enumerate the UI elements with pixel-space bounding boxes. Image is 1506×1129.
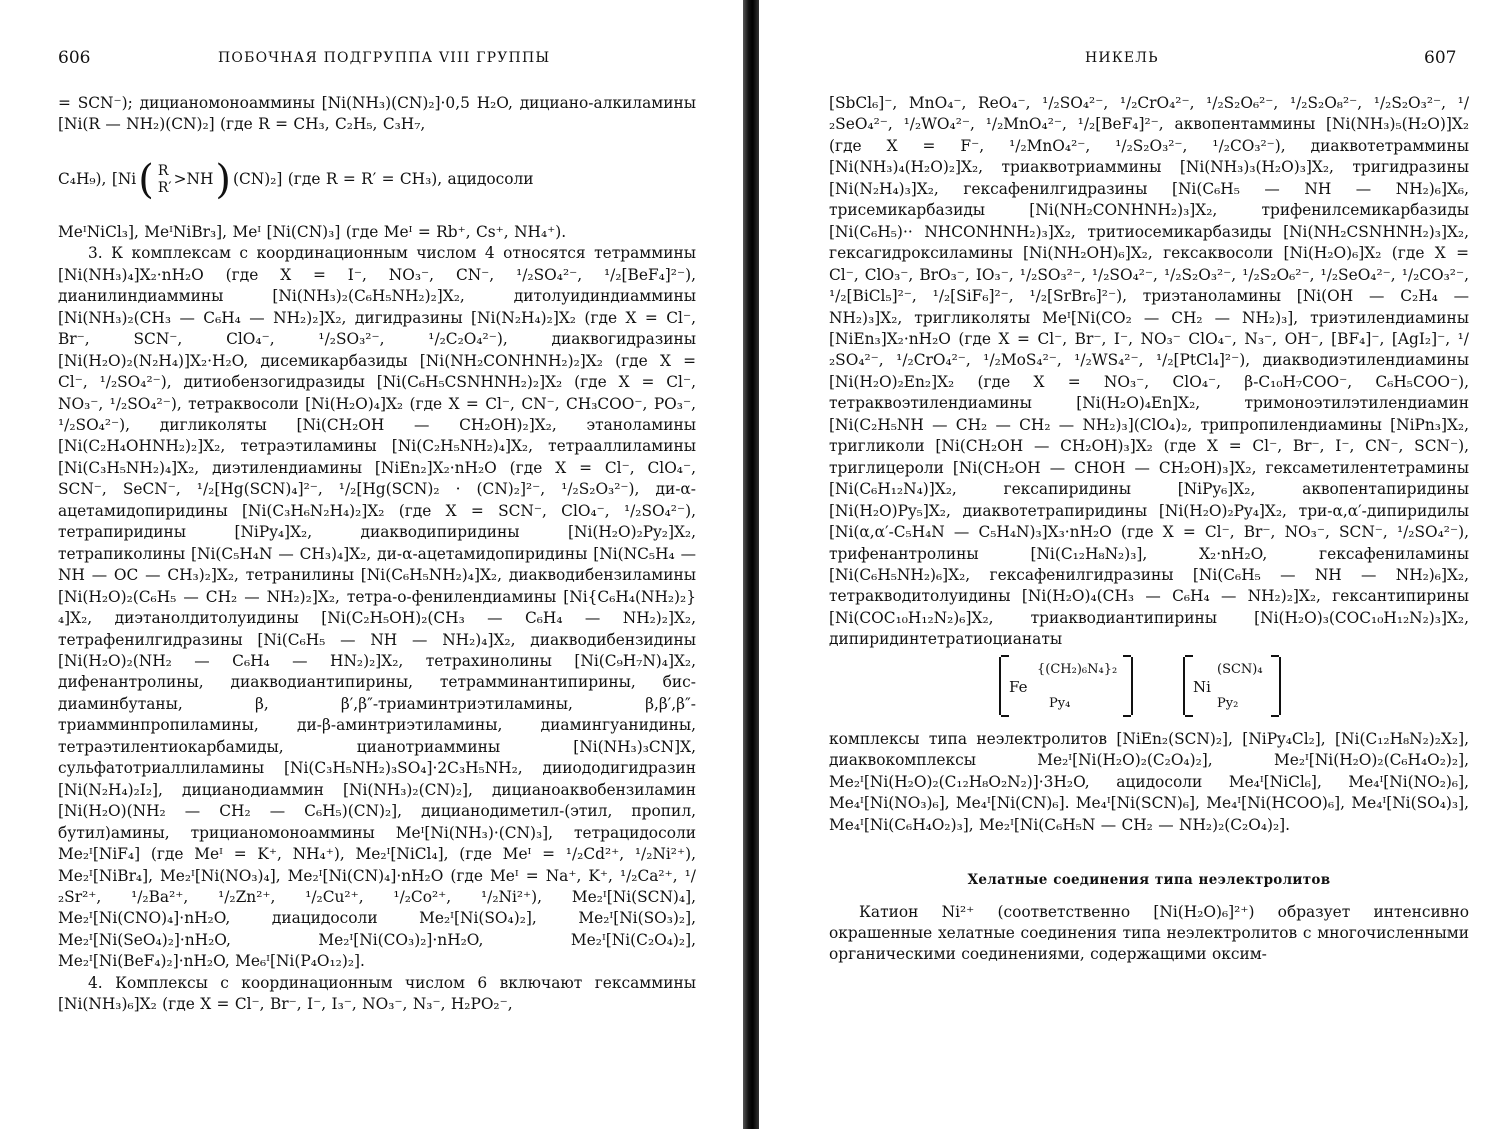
running-head: ПОБОЧНАЯ ПОДГРУППА VIII ГРУППЫ <box>218 50 551 66</box>
formula-left: C₄H₉), [Ni <box>58 170 137 189</box>
paragraph: MeᴵNiCl₃], MeᴵNiBr₃], Meᴵ [Ni(CN)₃] (где Meᴵ = Rb⁺, Cs⁺, NH₄⁺). <box>58 222 567 241</box>
formula-paren-open: ( <box>138 156 154 203</box>
body-text <box>829 93 1469 966</box>
paragraph: Катион Ni²⁺ (соответственно [Ni(H₂O)₆]²⁺) образует интенсивно окрашенные хелатные соединения типа неэлектролитов с многочисленными органическими соединениями, содержащими оксим- <box>829 902 1469 964</box>
running-head: НИКЕЛЬ <box>1085 50 1159 66</box>
right-page <box>760 0 1506 1129</box>
book-spine <box>743 0 759 1129</box>
complex-ligand-top: (SCN)₄ <box>1217 661 1263 677</box>
paragraph: 3. К комплексам с координационным числом 4 относятся тетраммины [Ni(NH₃)₄]X₂·nH₂O (где X = I⁻, NO₃⁻, CN⁻, ¹/₂SO₄²⁻, ¹/₂[BeF₄]²⁻), дианилиндиаммины [Ni(NH₃)₂(C₆H₅NH₂)₂]X₂, дитолуидиндиаммины [Ni(NH₃)₂(CH₃ — C₆H₄ — NH₂)₂]X₂, дигидразины [Ni(N₂H₄)₂]X₂ (где X = Cl⁻, Br⁻, SCN⁻, ClO₄⁻, ¹/₂SO₃²⁻, ¹/₂C₂O₄²⁻), диаквогидразины [Ni(H₂O)₂(N₂H₄)]X₂·H₂O, дисемикарбазиды [Ni(NH₂CONHNH₂)₂]X₂ (где X = Cl⁻, ¹/₂SO₄²⁻), дитиобензогидразиды [Ni(C₆H₅CSNHNH₂)₂]X₂ (где X = Cl⁻, NO₃⁻, ¹/₂SO₄²⁻), тетраквосоли [Ni(H₂O)₄]X₂ (где X = Cl⁻, CN⁻, CH₃COO⁻, PO₃⁻, ¹/₂SO₄²⁻), дигликоляты [Ni(CH₂OH — CH₂OH)₂]X₂, этаноламины [Ni(C₂H₄OHNH₂)₂]X₂, тетраэтиламины [Ni(C₂H₅NH₂)₄]X₂, тетрааллиламины [Ni(C₃H₅NH₂)₄]X₂, диэтилендиамины [NiEn₂]X₂·nH₂O (где X = Cl⁻, ClO₄⁻, SCN⁻, SeCN⁻, ¹/₂[Hg(SCN)₄]²⁻, ¹/₂[Hg(SCN)₂ · (CN)₂]²⁻, ¹/₂S₂O₃²⁻), ди-α-ацетамидопиридины [Ni(C₃H₆N₂H₄)₂]X₂ (где X = SCN⁻, ClO₄⁻, ¹/₂SO₄²⁻), тетрапиридины [NiPy₄]X₂, диакводипиридины [Ni(H₂O)₂Py₂]X₂, тетрапиколины [Ni(C₅H₄N — CH₃)₄]X₂, ди-α-ацетамидопиридины [Ni(NC₅H₄ — NH — OC — CH₃)₂]X₂, тетранилины [Ni(C₆H₅NH₂)₄]X₂, диакводибензиламины [Ni(H₂O)₂(C₆H₅ — CH₂ — NH₂)₂]X₂, тетра-о-фенилендиамины [Ni{C₆H₄(NH₂)₂}₄]X₂, диэтанолдитолуидины [Ni(C₂H₅OH)₂(CH₃ — C₆H₄ — NH₂)₂]X₂, тетрафенилгидразины [Ni(C₆H₅ — NH — NH₂)₄]X₂, диакводибензидины [Ni(H₂O)₂(NH₂ — C₆H₄ — HN₂)₂]X₂, тетрахинолины [Ni(C₉H₇N)₄]X₂, дифенантролины, диакводиантипирины, тетрамминантипирины, бис-диаминбутаны, β, β′,β″-триаминтриэтиламины, β,β′,β″-триамминпропиламины, ди-β-аминтриэтиламины, диамингуанидины, тетраэтилентиокарбамиды, цианотриаммины [Ni(NH₃)₃CN]X, сульфатотриаллиламины [Ni(C₃H₅NH₂)₃SO₄]·2C₃H₅NH₂, дииододигидразин [Ni(N₂H₄)₂I₂], дицианодиаммин [Ni(NH₃)₂(CN)₂], дицианоаквобензиламин [Ni(H₂O)(NH₂ — CH₂ — C₆H₅)(CN)₂], дицианодиметил-(этил, пропил, бутил)амины, трицианомоноаммины Meᴵ[Ni(NH₃)·(CN)₃], тетрацидосоли Me₂ᴵ[NiF₄] (где Meᴵ = K⁺, NH₄⁺), Me₂ᴵ[NiCl₄], (где Meᴵ = ¹/₂Cd²⁺, ¹/₂Ni²⁺), Me₂ᴵ[NiBr₄], Me₂ᴵ[Ni(NO₃)₄], Me₂ᴵ[Ni(CN)₄]·nH₂O (где Meᴵ = Na⁺, K⁺, ¹/₂Ca²⁺, ¹/₂Sr²⁺, ¹/₂Ba²⁺, ¹/₂Zn²⁺, ¹/₂Cu²⁺, ¹/₂Co²⁺, ¹/₂Ni²⁺), Me₂ᴵ[Ni(SCN)₄], Me₂ᴵ[Ni(CNO)₄]·nH₂O, диацидосоли Me₂ᴵ[Ni(SO₄)₂], Me₂ᴵ[Ni(SO₃)₂], Me₂ᴵ[Ni(SeO₄)₂]·nH₂O, Me₂ᴵ[Ni(CO₃)₂]·nH₂O, Me₂ᴵ[Ni(C₂O₄)₂], Me₂ᴵ[Ni(BeF₄)₂]·nH₂O, Me₆ᴵ[Ni(P₄O₁₂)₂]. <box>58 244 696 971</box>
paragraph: комплексы типа неэлектролитов [NiEn₂(SCN)₂], [NiPy₄Cl₂], [Ni(C₁₂H₈N₂)₂X₂], диаквокомплексы Me₂ᴵ[Ni(H₂O)₂(C₂O₄)₂], Me₂ᴵ[Ni(H₂O)₂(C₆H₄O₂)₂], Me₂ᴵ[Ni(H₂O)₂(C₁₂H₈O₂N₂)]·3H₂O, ацидосоли Me₄ᴵ[NiCl₆], Me₄ᴵ[Ni(NO₂)₆], Me₄ᴵ[Ni(NO₃)₆], Me₄ᴵ[Ni(CN)₆]. Me₄ᴵ[Ni(SCN)₆], Me₄ᴵ[Ni(HCOO)₆], Me₄ᴵ[Ni(SO₄)₃], Me₄ᴵ[Ni(C₆H₄O₂)₃], Me₂ᴵ[Ni(C₆H₅N — CH₂ — NH₂)₂(C₂O₄)₂]. <box>829 729 1469 834</box>
complex-metal: Ni <box>1193 677 1211 696</box>
formula-r-bottom: R′ <box>157 179 172 196</box>
complex-formulas <box>829 657 1469 721</box>
formula-gt: > <box>173 170 187 189</box>
page-number: 606 <box>58 48 91 68</box>
page-number: 607 <box>1424 48 1457 68</box>
paragraph: = SCN⁻); дицианомоноаммины [Ni(NH₃)(CN)₂]·0,5 H₂O, дициано-алкиламины [Ni(R — NH₂)(CN)₂] (где R = CH₃, C₂H₅, C₃H₇, <box>58 94 696 134</box>
formula-nh: NH <box>186 170 214 189</box>
formula-paren-close: ) <box>215 156 231 203</box>
complex-ligand-top: {(CH₂)₆N₄}₂ <box>1037 661 1118 677</box>
formula-line <box>58 142 696 218</box>
complex-ligand-bottom: Py₄ <box>1049 695 1071 711</box>
formula-r-top: R <box>157 162 169 179</box>
section-subheading: Хелатные соединения типа неэлектролитов <box>967 872 1331 889</box>
paragraph: [SbCl₆]⁻, MnO₄⁻, ReO₄⁻, ¹/₂SO₄²⁻, ¹/₂CrO₄²⁻, ¹/₂S₂O₆²⁻, ¹/₂S₂O₈²⁻, ¹/₂S₂O₃²⁻, ¹/₂SeO₄²⁻, ¹/₂WO₄²⁻, ¹/₂MnO₄²⁻, ¹/₂[BeF₄]²⁻, аквопентаммины [Ni(NH₃)₅(H₂O)]X₂ (где X = F⁻, ¹/₂MnO₄²⁻, ¹/₂S₂O₃²⁻, ¹/₂CO₃²⁻), диаквотетраммины [Ni(NH₃)₄(H₂O)₂]X₂, триаквотриаммины [Ni(NH₃)₃(H₂O)₃]X₂, тригидразины [Ni(N₂H₄)₃]X₂, гексафенилгидразины [Ni(C₆H₅ — NH — NH₂)₆]X₆, трисемикарбазиды [Ni(NH₂CONHNH₂)₃]X₂, трифенилсемикарбазиды [Ni(C₆H₅)·· NHCONHNH₂)₃]X₂, тритиосемикарбазиды [Ni(NH₂CSNHNH₂)₃]X₂, гексагидроксиламины [Ni(NH₂OH)₆]X₂, гексаквосоли [Ni(H₂O)₆]X₂ (где X = Cl⁻, ClO₃⁻, BrO₃⁻, IO₃⁻, ¹/₂SO₃²⁻, ¹/₂SO₄²⁻, ¹/₂S₂O₃²⁻, ¹/₂S₂O₆²⁻, ¹/₂SeO₄²⁻, ¹/₂CO₃²⁻, ¹/₂[BiCl₅]²⁻, ¹/₂[SiF₆]²⁻, ¹/₂[SrBr₆]²⁻), триэтаноламины [Ni(OH — C₂H₄ — NH₂)₃]X₂, тригликоляты Meᴵ[Ni(CO₂ — CH₂ — NH₂)₃], триэтилендиамины [NiEn₃]X₂·nH₂O (где X = Cl⁻, Br⁻, I⁻, NO₃⁻ ClO₄⁻, N₃⁻, OH⁻, [BF₄]⁻, [AgI₂]⁻, ¹/₂SO₄²⁻, ¹/₂CrO₄²⁻, ¹/₂MoS₄²⁻, ¹/₂WS₄²⁻, ¹/₂[PtCl₄]²⁻), диакводиэтилендиамины [Ni(H₂O)₂En₂]X₂ (где X = NO₃⁻, ClO₄⁻, β-C₁₀H₇COO⁻, C₆H₅COO⁻), тетраквоэтилендиамины [Ni(H₂O)₄En]X₂, тримоноэтилэтилендиамин [Ni(C₂H₅NH — CH₂ — CH₂ — NH₂)₃](ClO₄)₂, трипропилендиамины [NiPn₃]X₂, тригликоли [Ni(CH₂OH — CH₂OH)₃]X₂ (где X = Cl⁻, Br⁻, I⁻, CN⁻, SCN⁻), триглицероли [Ni(CH₂OH — CHOH — CH₂OH)₃]X₂, гексаметилентетрамины [Ni(C₆H₁₂N₄)]X₂, гексапиридины [NiPy₆]X₂, аквопентапиридины [Ni(H₂O)Py₅]X₂, диаквотетрапиридины [Ni(H₂O)₂Py₄]X₂, три-α,α′-дипиридилы [Ni(α,α′-C₅H₄N — C₅H₄N)₃]X₃·nH₂O (где X = Cl⁻, Br⁻, NO₃⁻, SCN⁻, ¹/₂SO₄²⁻), трифенантролины [Ni(C₁₂H₈N₂)₃], X₂·nH₂O, гексафениламины [Ni(C₆H₅NH₂)₆]X₂, гексафенилгидразины [Ni(C₆H₅ — NH — NH₂)₆]X₂, тетракводитолуидины [Ni(H₂O)₄(CH₃ — C₆H₄ — NH₂)₂]X₂, гексантипирины [Ni(COC₁₀H₁₂N₂)₆]X₂, триакводиантипирины [Ni(H₂O)₃(COC₁₀H₁₂N₂)₃]X₂, дипиридинтетратиоцианаты <box>829 94 1469 649</box>
paragraph: 4. Комплексы с координационным числом 6 включают гексаммины [Ni(NH₃)₆]X₂ (где X = Cl⁻, Br⁻, I⁻, I₃⁻, NO₃⁻, N₃⁻, H₂PO₂⁻, <box>58 973 696 1014</box>
body-text <box>58 93 696 1016</box>
complex-bracket-ni <box>1183 657 1281 715</box>
left-page <box>0 0 745 1129</box>
complex-ligand-bottom: Py₂ <box>1217 695 1239 711</box>
formula-right: (CN)₂] (где R = R′ = CH₃), ацидосоли <box>232 170 534 189</box>
formula-radicals <box>158 163 172 197</box>
complex-bracket-fe <box>999 657 1133 715</box>
complex-metal: Fe <box>1009 677 1028 696</box>
